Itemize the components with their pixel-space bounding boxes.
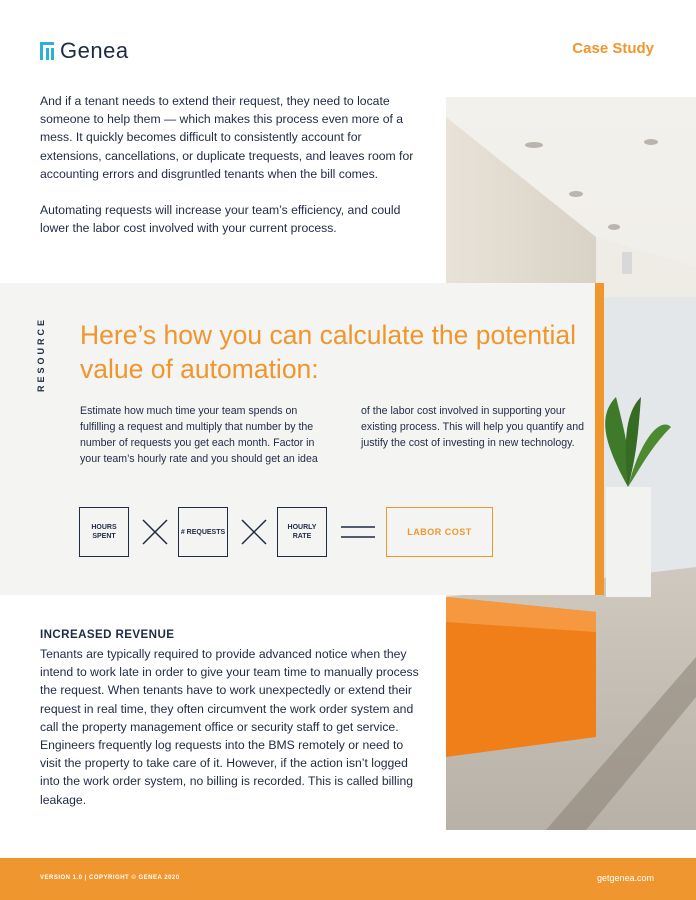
revenue-body: Tenants are typically required to provide advanced notice when they intend to work late in order to give your team time to manually process the request. When tenants have to work unexpectedly or extend their request in real time, they often circumvent the work order system and call the property management office or security staff to get service. Engineers frequently log requests into the BMS remotely or need to visit the property to take care of it. However, if the action isn’t logged into the work order system, no billing is recorded. This is called billing leakage. <box>40 647 419 807</box>
multiply-icon <box>140 517 170 547</box>
equals-icon <box>341 524 375 540</box>
requests-box: # REQUESTS <box>178 507 228 557</box>
case-study-label: Case Study <box>572 40 654 57</box>
labor-cost-formula <box>79 507 499 559</box>
hourly-rate-box: HOURLY RATE <box>277 507 327 557</box>
genea-logo-icon <box>40 42 54 60</box>
resource-body <box>80 403 600 467</box>
hours-spent-box: HOURS SPENT <box>79 507 129 557</box>
resource-body-text: Estimate how much time your team spends on fulfilling a request and multiply that number by the number of requests you get each month. Factor in your team’s hourly rate and you should get an idea of the labor cost involved in supporting your existing process. This will help you quantify and justify the cost of investing in new technology. <box>80 405 584 465</box>
resource-tag: RESOURCE <box>36 316 46 392</box>
intro-section <box>40 92 416 255</box>
labor-cost-box: LABOR COST <box>386 507 493 557</box>
footer-website-link[interactable]: getgenea.com <box>596 873 654 883</box>
intro-paragraph-1: And if a tenant needs to extend their request, they need to locate someone to help them — which makes this process even more of a mess. It quickly becomes difficult to consistently account for extensions, cancellations, or duplicate trequests, and leaves room for accounting errors and disgruntled tenants when the bill comes. <box>40 94 414 181</box>
genea-logo <box>40 38 129 64</box>
footer-copyright: VERSION 1.0 | COPYRIGHT © GENEA 2020 <box>40 875 180 881</box>
multiply-icon <box>239 517 269 547</box>
logo-text: Genea <box>60 38 129 63</box>
revenue-section <box>40 628 420 809</box>
revenue-heading: INCREASED REVENUE <box>40 628 175 641</box>
footer <box>0 858 696 900</box>
intro-paragraph-2: Automating requests will increase your team’s efficiency, and could lower the labor cost involved with your current process. <box>40 203 401 236</box>
resource-heading: Here’s how you can calculate the potential value of automation: <box>80 320 576 384</box>
